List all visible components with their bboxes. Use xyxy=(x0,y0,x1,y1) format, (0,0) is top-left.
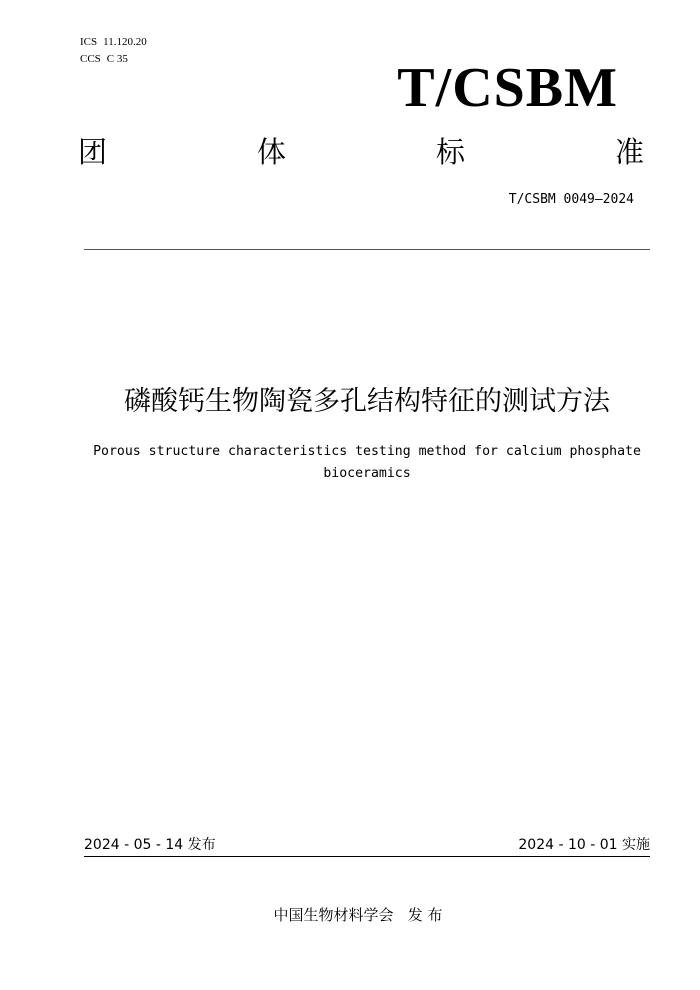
ics-value: 11.120.20 xyxy=(103,36,147,48)
header-divider xyxy=(84,249,650,250)
standard-logo: T/CSBM xyxy=(397,57,618,119)
publish-date: 2024 - 05 - 14 发布 xyxy=(84,837,216,853)
standard-number: T/CSBM 0049—2024 xyxy=(508,192,634,207)
ics-label: ICS xyxy=(80,36,98,48)
standard-type-char: 标 xyxy=(435,135,465,169)
standard-type xyxy=(78,134,644,170)
classification-codes xyxy=(80,34,147,68)
title-chinese: 磷酸钙生物陶瓷多孔结构特征的测试方法 xyxy=(124,386,610,417)
implementation-date: 2024 - 10 - 01 实施 xyxy=(518,837,650,853)
title-english xyxy=(70,441,664,485)
publisher: 中国生物材料学会 发 布 xyxy=(273,906,443,924)
title-english-line: bioceramics xyxy=(323,466,411,481)
ccs-label: CCS xyxy=(80,53,101,65)
ics-code xyxy=(80,34,147,51)
ccs-value: C 35 xyxy=(106,53,128,65)
standard-type-char: 体 xyxy=(256,135,286,169)
standard-type-char: 团 xyxy=(78,135,108,169)
title-english-line: Porous structure characteristics testing method for calcium phosphate xyxy=(93,444,641,459)
footer-divider xyxy=(84,856,650,857)
ccs-code xyxy=(80,51,147,68)
standard-type-char: 准 xyxy=(614,135,644,169)
